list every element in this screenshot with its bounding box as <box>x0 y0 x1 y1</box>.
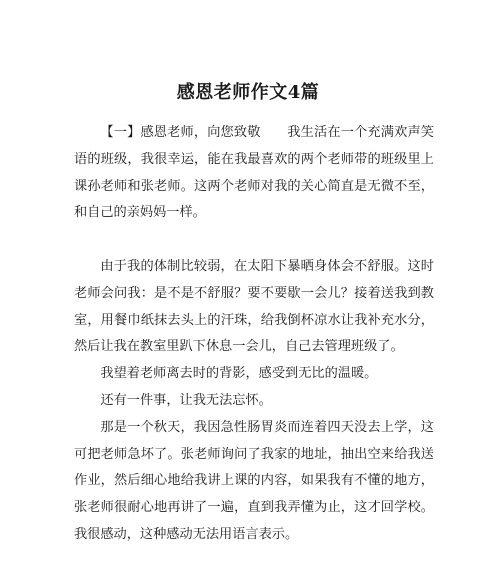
paragraph-4: 还有一件事，让我无法忘怀。 <box>100 392 272 408</box>
paragraph-1: 【一】感恩老师，向您致敬 我生活在一个充满欢声笑语的班级，我很幸运，能在我最喜欢的两个老师带的班级里上课孙老师和张老师。这两个老师对我的关心简直是无微不至，和自己的亲妈妈一样。 <box>74 125 434 221</box>
paragraph-2: 由于我的体制比较弱，在太阳下暴晒身体会不舒服。这时老师会问我：是不是不舒服？要不要歇一会儿？接着送我到教室，用餐巾纸抹去头上的汗珠，给我倒杯凉水让我补充水分，然后让我在教室里趴下休息一会儿，自己去管理班级了。 <box>74 258 434 355</box>
paragraph-3: 我望着老师离去时的背影，感受到无比的温暖。 <box>100 366 378 382</box>
document-body <box>74 120 434 549</box>
document-title: 感恩老师作文4篇 <box>176 82 320 103</box>
paragraph-5: 那是一个秋天，我因急性肠胃炎而连着四天没去上学，这可把老师急坏了。张老师询问了我家的地址，抽出空来给我送作业，然后细心地给我讲上课的内容，如果我有不懂的地方，张老师很耐心地再讲了一遍，直到我弄懂为止，这才回学校。我很感动，这种感动无法用语言表示。 <box>74 419 434 542</box>
paragraph-spacer <box>74 227 434 254</box>
